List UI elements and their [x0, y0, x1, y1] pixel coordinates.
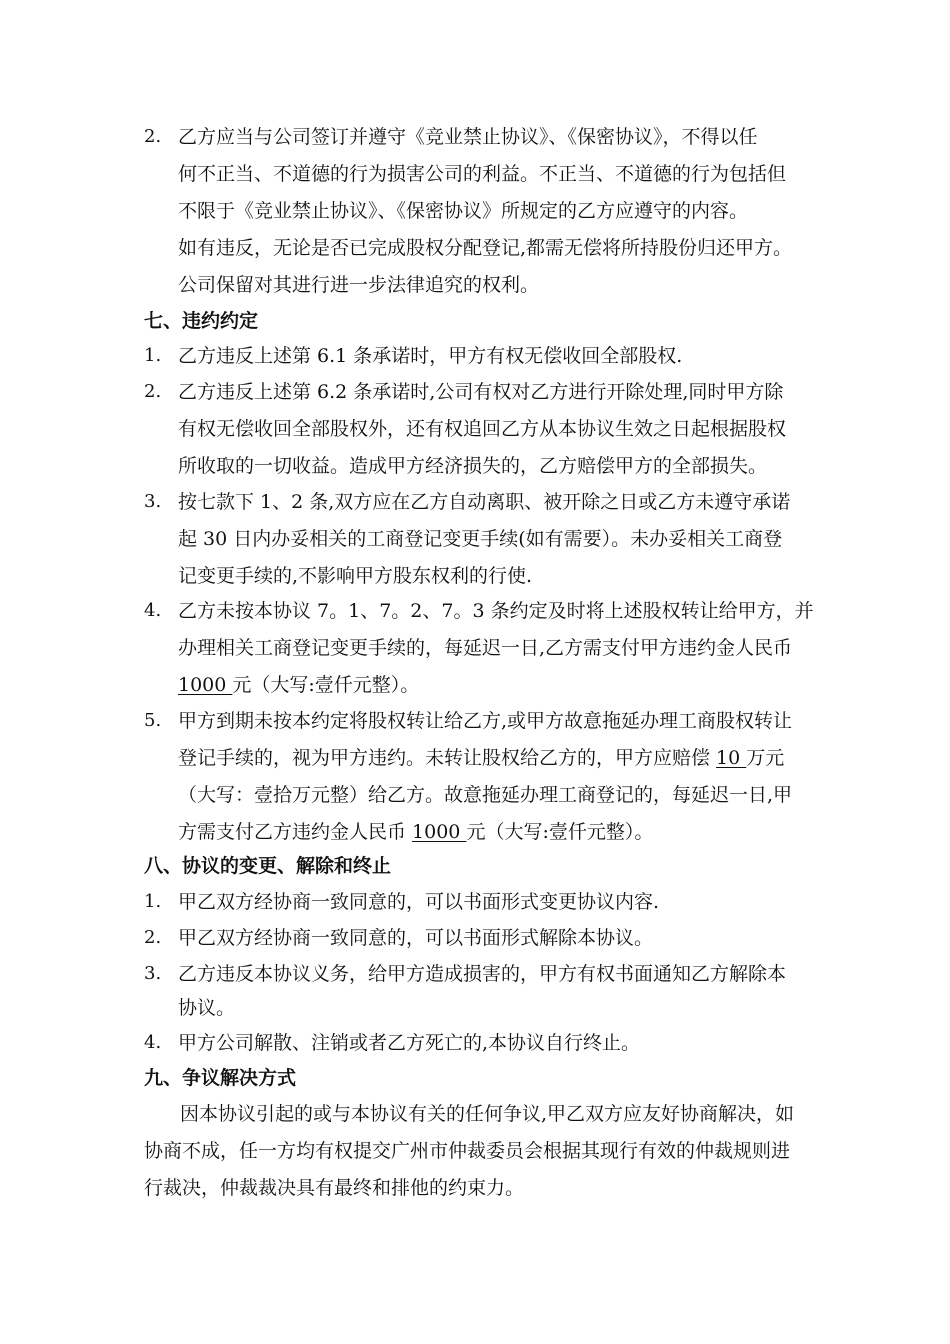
- paragraph-line: [178, 672, 419, 698]
- section-heading: 九、争议解决方式: [144, 1067, 297, 1089]
- item-number: 3.: [144, 491, 162, 512]
- paragraph-line: 因本协议引起的或与本协议有关的任何争议,甲乙双方应友好协商解决，如: [180, 1103, 795, 1125]
- penalty-amount: 1000: [412, 821, 467, 843]
- text-run: 元（大写:壹仟元整）。: [466, 821, 654, 843]
- item-number: 2.: [144, 927, 162, 948]
- text-run: 登记手续的，视为甲方违约。未转让股权给乙方的，甲方应赔偿: [178, 747, 717, 769]
- item-number: 1.: [144, 891, 162, 912]
- paragraph-line: 乙方违反上述第 6.2 条承诺时,公司有权对乙方进行开除处理,同时甲方除: [178, 381, 784, 403]
- penalty-amount: 1000: [178, 674, 233, 696]
- item-number: 5.: [144, 710, 162, 731]
- paragraph-line: 协议。: [178, 997, 236, 1019]
- paragraph-line: 乙方未按本协议 7。1、7。2、7。3 条约定及时将上述股权转让给甲方，并: [178, 600, 814, 622]
- paragraph-line: 何不正当、不道德的行为损害公司的利益。不正当、不道德的行为包括但: [178, 163, 787, 185]
- paragraph-line: 甲乙双方经协商一致同意的，可以书面形式解除本协议。: [178, 927, 654, 949]
- item-number: 1.: [144, 345, 162, 366]
- paragraph-line: 协商不成，任一方均有权提交广州市仲裁委员会根据其现行有效的仲裁规则进: [144, 1140, 791, 1162]
- item-number: 4.: [144, 1032, 162, 1053]
- paragraph-line: 所收取的一切收益。造成甲方经济损失的，乙方赔偿甲方的全部损失。: [178, 455, 768, 477]
- compensation-amount: 10: [716, 747, 747, 769]
- paragraph-line: [178, 819, 653, 845]
- item-number: 2.: [144, 126, 162, 147]
- text-run: 方需支付乙方违约金人民币: [178, 821, 413, 843]
- paragraph-line: 按七款下 1、2 条,双方应在乙方自动离职、被开除之日或乙方未遵守承诺: [178, 491, 791, 513]
- paragraph-line: 有权无偿收回全部股权外，还有权追回乙方从本协议生效之日起根据股权: [178, 418, 787, 440]
- paragraph-line: 公司保留对其进行进一步法律追究的权利。: [178, 274, 540, 296]
- paragraph-line: 起 30 日内办妥相关的工商登记变更手续(如有需要）。未办妥相关工商登: [178, 528, 783, 550]
- paragraph-line: 行裁决，仲裁裁决具有最终和排他的约束力。: [144, 1177, 525, 1199]
- paragraph-line: [178, 745, 784, 771]
- paragraph-line: 甲方公司解散、注销或者乙方死亡的,本协议自行终止。: [178, 1032, 641, 1054]
- text-run: 元（大写:壹仟元整）。: [232, 674, 420, 696]
- paragraph-line: 乙方违反上述第 6.1 条承诺时，甲方有权无偿收回全部股权.: [178, 345, 683, 367]
- paragraph-line: 乙方应当与公司签订并遵守《竞业禁止协议》、《保密协议》，不得以任: [178, 126, 758, 148]
- paragraph-line: 记变更手续的,不影响甲方股东权利的行使.: [178, 565, 533, 587]
- text-run: 万元: [746, 747, 785, 769]
- item-number: 2.: [144, 381, 162, 402]
- item-number: 3.: [144, 963, 162, 984]
- paragraph-line: 甲方到期未按本约定将股权转让给乙方,或甲方故意拖延办理工商股权转让: [178, 710, 793, 732]
- paragraph-line: （大写：壹拾万元整）给乙方。故意拖延办理工商登记的，每延迟一日,甲: [178, 784, 793, 806]
- section-heading: 七、违约约定: [144, 310, 259, 332]
- paragraph-line: 不限于《竞业禁止协议》、《保密协议》所规定的乙方应遵守的内容。: [178, 200, 749, 222]
- paragraph-line: 甲乙双方经协商一致同意的，可以书面形式变更协议内容.: [178, 891, 660, 913]
- paragraph-line: 办理相关工商登记变更手续的，每延迟一日,乙方需支付甲方违约金人民币: [178, 637, 793, 659]
- paragraph-line: 乙方违反本协议义务，给甲方造成损害的，甲方有权书面通知乙方解除本: [178, 963, 787, 985]
- paragraph-line: 如有违反，无论是否已完成股权分配登记,都需无偿将所持股份归还甲方。: [178, 237, 793, 259]
- section-heading: 八、协议的变更、解除和终止: [144, 855, 392, 877]
- item-number: 4.: [144, 600, 162, 621]
